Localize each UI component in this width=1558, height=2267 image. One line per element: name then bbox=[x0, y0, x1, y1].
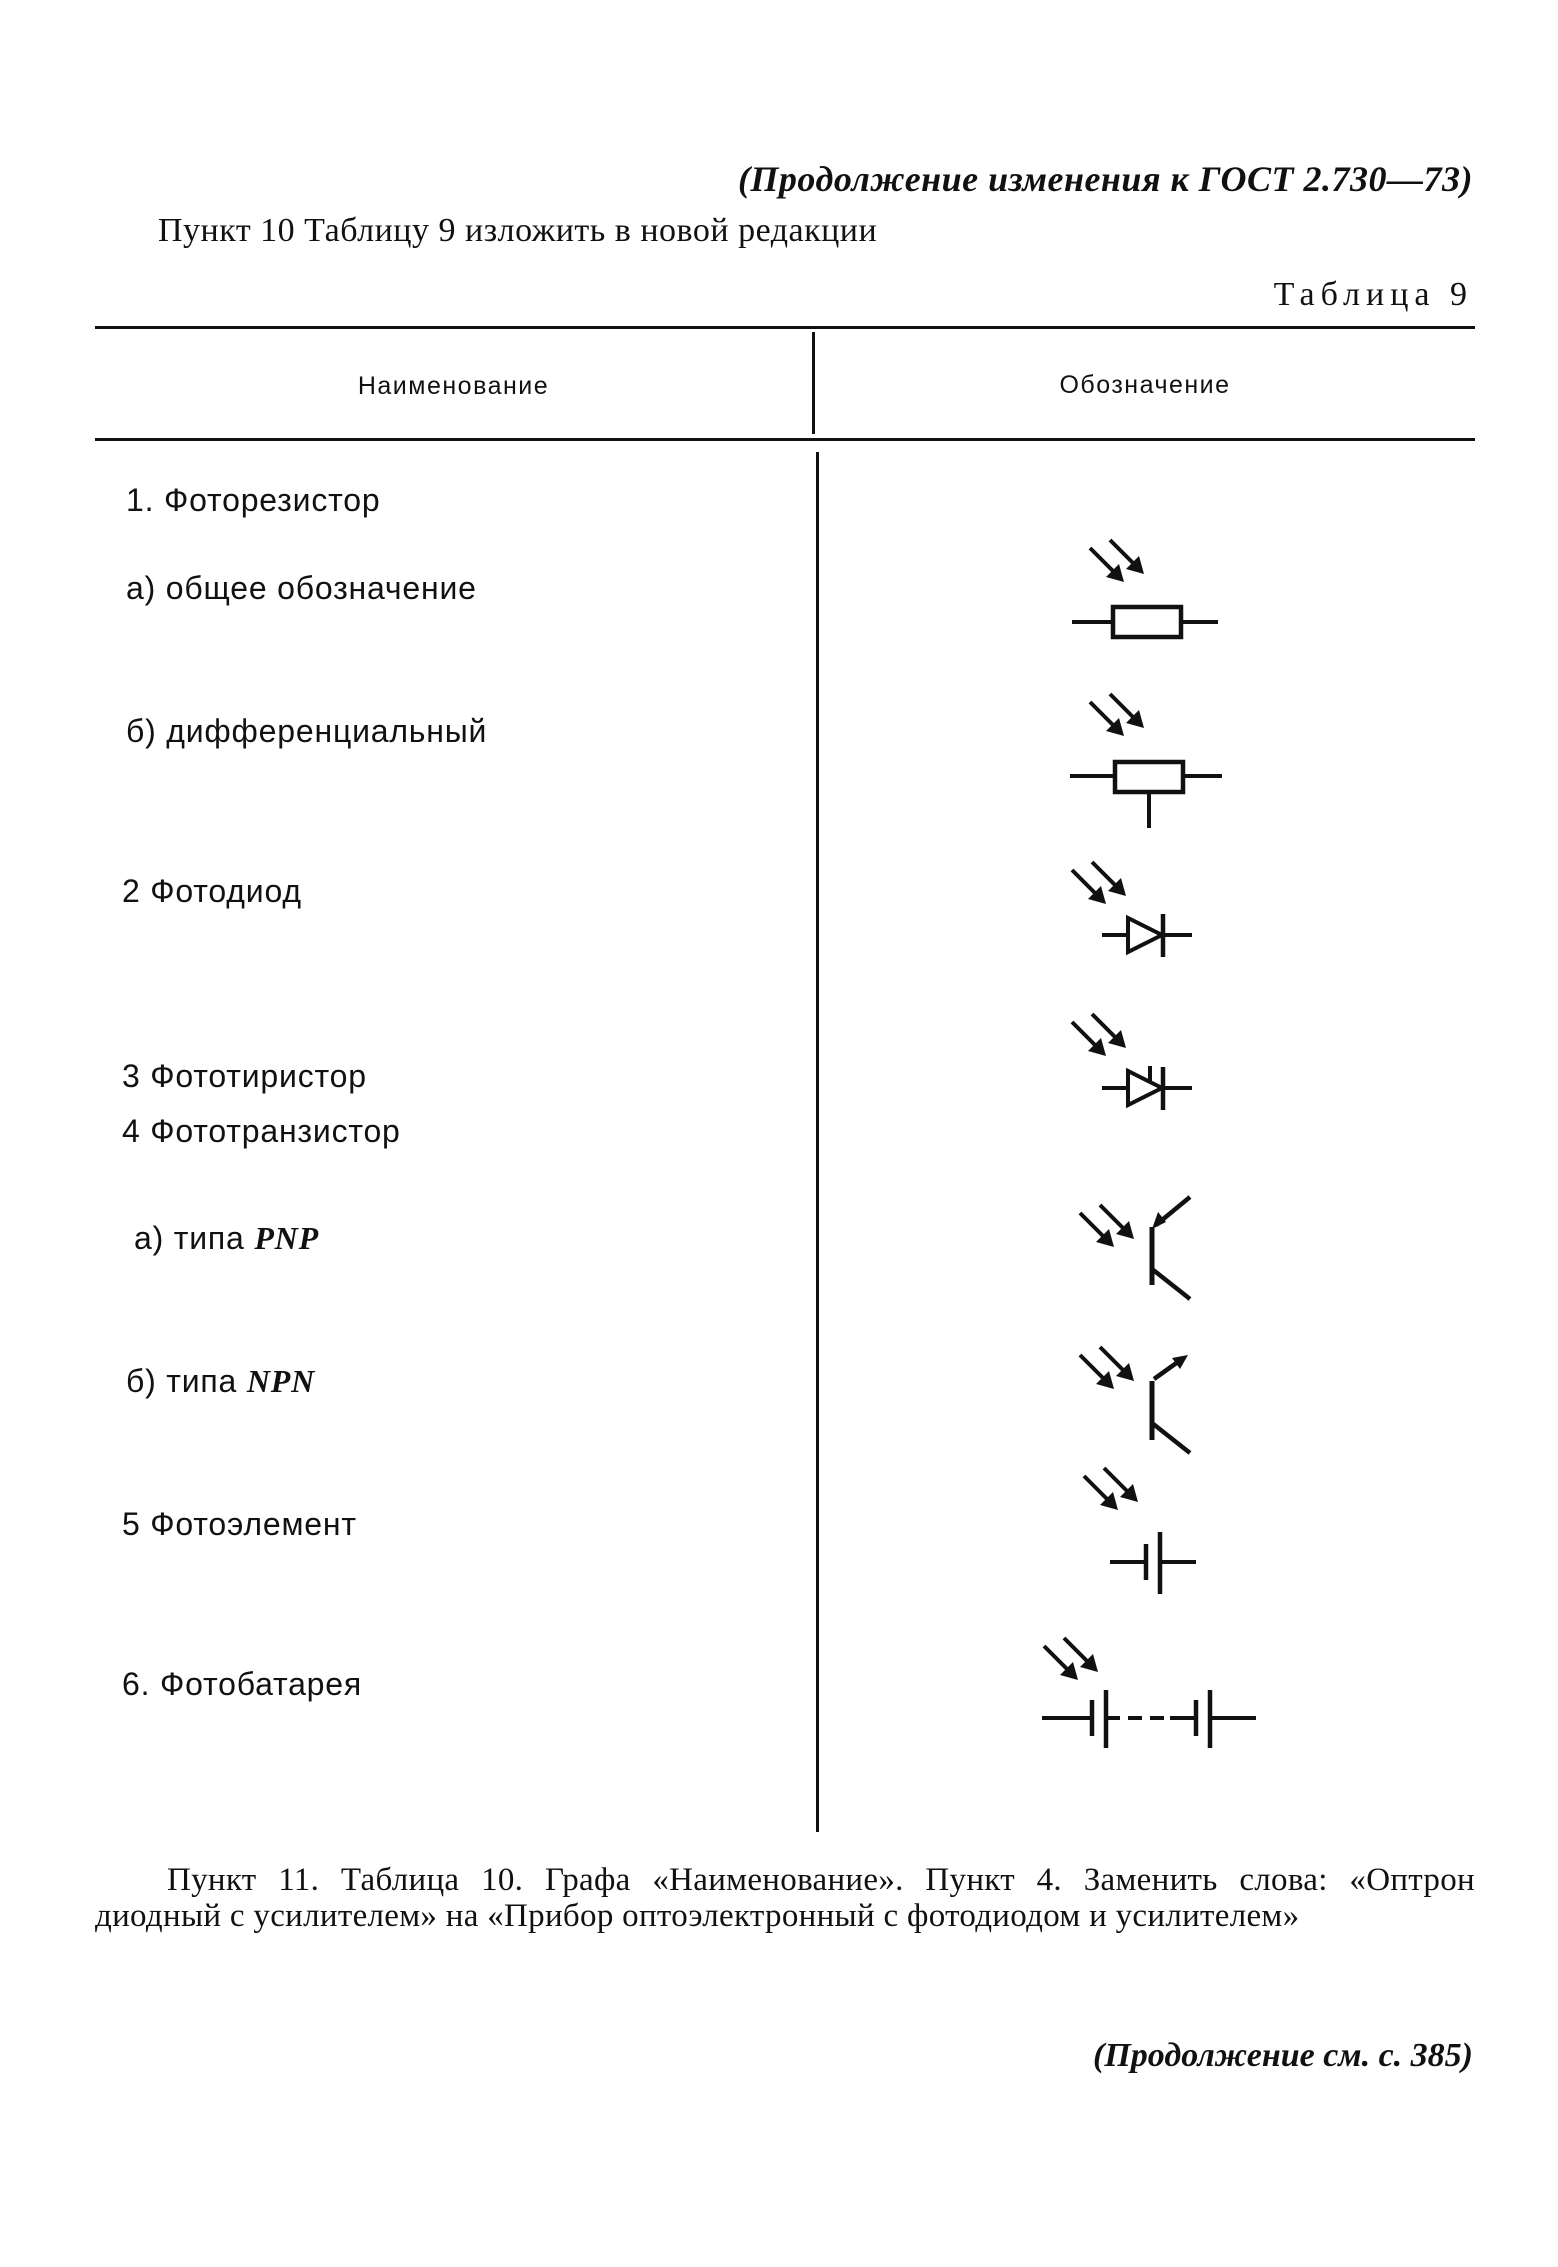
photoresistor-icon bbox=[990, 532, 1290, 682]
row-label-pnp bbox=[134, 1220, 319, 1257]
photodiode-icon bbox=[990, 852, 1290, 1002]
table-header-rule bbox=[95, 438, 1475, 441]
row-label-photodiode: 2 Фотодиод bbox=[122, 873, 302, 909]
photobattery-icon bbox=[1020, 1632, 1320, 1782]
table-title: Таблица 9 bbox=[1273, 276, 1473, 313]
row-label-photothyristor: 3 Фототиристор bbox=[122, 1058, 367, 1094]
continuation-footer: (Продолжение см. с. 385) bbox=[1093, 2037, 1473, 2074]
row-label-differential: б) дифференциальный bbox=[126, 713, 488, 749]
intro-paragraph: Пункт 10 Таблицу 9 изложить в новой редакции bbox=[158, 212, 878, 249]
column-header-designation: Обозначение bbox=[1059, 371, 1231, 399]
table-body-divider bbox=[816, 452, 819, 1832]
photothyristor-icon bbox=[990, 1006, 1290, 1156]
row-label-pnp-prefix: а) типа bbox=[134, 1220, 245, 1256]
row-label-photoresistor: 1. Фоторезистор bbox=[126, 482, 381, 518]
differential-photoresistor-icon bbox=[990, 690, 1290, 840]
row-label-phototransistor: 4 Фототранзистор bbox=[122, 1113, 401, 1149]
photocell-icon bbox=[990, 1470, 1290, 1620]
row-label-npn bbox=[126, 1363, 315, 1400]
row-label-npn-prefix: б) типа bbox=[126, 1363, 238, 1399]
pnp-phototransistor-icon bbox=[990, 1185, 1290, 1335]
row-label-npn-type: NPN bbox=[246, 1363, 316, 1399]
row-label-photobattery: 6. Фотобатарея bbox=[122, 1666, 362, 1702]
row-label-pnp-type: PNP bbox=[254, 1220, 319, 1256]
table-top-rule bbox=[95, 326, 1475, 329]
footer-paragraph: Пункт 11. Таблица 10. Графа «Наименование». Пункт 4. Заменить слова: «Оптрон диодный с усилителем» на «Прибор оптоэлектронный с фотодиодом и усилителем» bbox=[95, 1862, 1475, 1934]
row-label-general: а) общее обозначение bbox=[126, 570, 477, 606]
column-header-name: Наименование bbox=[357, 372, 550, 400]
continuation-header: (Продолжение изменения к ГОСТ 2.730—73) bbox=[737, 159, 1473, 199]
row-label-photocell: 5 Фотоэлемент bbox=[122, 1506, 357, 1542]
